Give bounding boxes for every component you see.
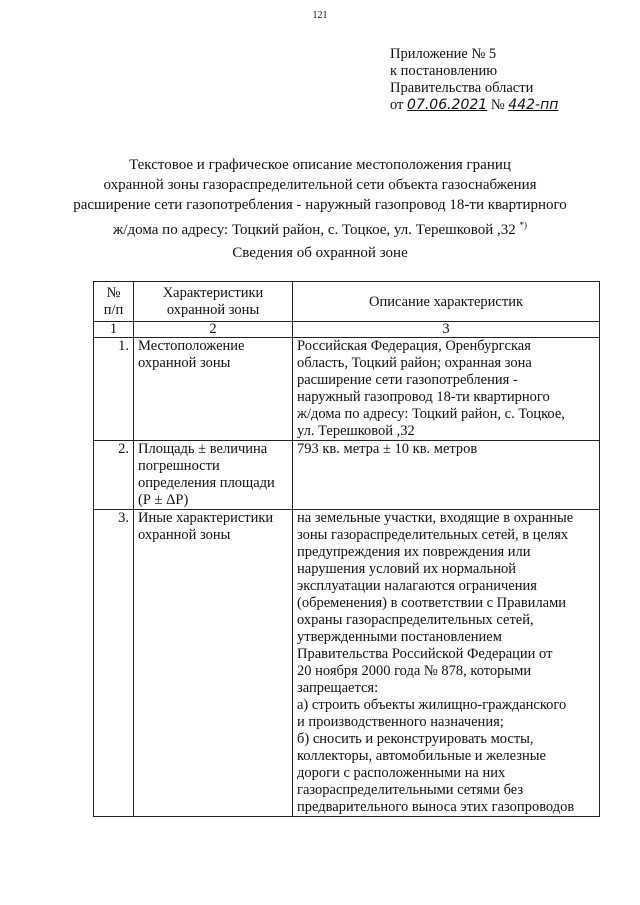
description-line: и производственного назначения; <box>297 714 504 730</box>
table-header-row <box>94 282 600 322</box>
description-line: б) сносить и реконструировать мосты, <box>297 731 534 747</box>
header-description: Описание характеристик <box>293 282 600 322</box>
row-number: 1. <box>94 338 134 441</box>
description-line: утвержденными постановлением <box>297 629 502 645</box>
title-line: Текстовое и графическое описание местоположения границ <box>129 157 511 173</box>
appendix-line: к постановлению <box>390 63 498 79</box>
appendix-date-line <box>390 97 558 114</box>
description-line: охраны газораспределительных сетей, <box>297 612 534 628</box>
characteristic-line: Площадь ± величина <box>138 441 268 457</box>
column-number: 1 <box>94 322 134 338</box>
row-description <box>293 510 600 817</box>
characteristic-line: определения площади <box>138 475 275 491</box>
footnote-mark: *) <box>519 220 527 230</box>
column-number-row <box>94 322 600 338</box>
appendix-line: Правительства области <box>390 80 534 96</box>
table-row <box>94 338 600 441</box>
description-line: коллекторы, автомобильные и железные <box>297 748 546 764</box>
header-text: п/п <box>103 302 124 318</box>
column-number: 3 <box>293 322 600 338</box>
description-line: Российская Федерация, Оренбургская <box>297 338 531 354</box>
table-row <box>94 441 600 510</box>
description-line: (обременения) в соответствии с Правилами <box>297 595 567 611</box>
description-line: нарушения условий их нормальной <box>297 561 517 577</box>
row-description <box>293 441 600 510</box>
header-characteristics <box>134 282 293 322</box>
description-line: область, Тоцкий район; охранная зона <box>297 355 532 371</box>
column-number: 2 <box>134 322 293 338</box>
description-line: газораспределительными сетями без <box>297 782 524 798</box>
table-row <box>94 510 600 817</box>
row-number: 2. <box>94 441 134 510</box>
header-number <box>94 282 134 322</box>
description-line: ул. Терешковой ,32 <box>297 423 415 439</box>
row-characteristic <box>134 338 293 441</box>
title-line-text: ж/дома по адресу: Тоцкий район, с. Тоцкое, ул. Терешковой ,32 <box>113 222 516 238</box>
description-line: а) строить объекты жилищно-гражданского <box>297 697 567 713</box>
characteristic-line: Местоположение <box>138 338 245 354</box>
characteristic-line: погрешности <box>138 458 220 474</box>
description-line: предупреждения их повреждения или <box>297 544 531 560</box>
description-line: эксплуатации налагаются ограничения <box>297 578 537 594</box>
description-line: ж/дома по адресу: Тоцкий район, с. Тоцкое, <box>297 406 565 422</box>
characteristic-line: (Р ± ΔР) <box>138 492 189 508</box>
characteristic-line: охранной зоны <box>138 527 231 543</box>
title-line: расширение сети газопотребления - наружный газопровод 18-ти квартирного <box>73 197 567 213</box>
row-number: 3. <box>94 510 134 817</box>
decree-date: 07.06.2021 <box>407 97 488 113</box>
section-subtitle: Сведения об охранной зоне <box>232 245 408 261</box>
description-line: 20 ноября 2000 года № 878, которыми <box>297 663 532 679</box>
number-sign: № <box>490 97 505 113</box>
document-title <box>60 155 580 240</box>
description-line: 793 кв. метра ± 10 кв. метров <box>297 441 478 457</box>
header-text: охранной зоны <box>166 302 260 318</box>
description-line: наружный газопровод 18-ти квартирного <box>297 389 550 405</box>
description-line: дороги с расположенными на них <box>297 765 506 781</box>
row-characteristic <box>134 441 293 510</box>
decree-number: 442-пп <box>508 97 559 113</box>
header-text: Характеристики <box>162 285 264 301</box>
appendix-line: Приложение № 5 <box>390 46 497 62</box>
title-line: охранной зоны газораспределительной сети объекта газоснабжения <box>103 177 537 193</box>
header-text: № <box>106 285 121 301</box>
description-line: запрещается: <box>297 680 379 696</box>
appendix-block <box>390 46 558 114</box>
row-description <box>293 338 600 441</box>
title-line <box>60 215 580 240</box>
description-line: на земельные участки, входящие в охранные <box>297 510 574 526</box>
description-line: Правительства Российской Федерации от <box>297 646 553 662</box>
description-line: расширение сети газопотребления - <box>297 372 518 388</box>
characteristic-line: Иные характеристики <box>138 510 274 526</box>
description-line: зоны газораспределительных сетей, в целях <box>297 527 569 543</box>
characteristic-line: охранной зоны <box>138 355 231 371</box>
from-prefix: от <box>390 97 404 113</box>
description-line: предварительного выноса этих газопроводов <box>297 799 575 815</box>
row-characteristic <box>134 510 293 817</box>
page-number: 121 <box>312 10 328 21</box>
zone-table <box>93 281 600 817</box>
